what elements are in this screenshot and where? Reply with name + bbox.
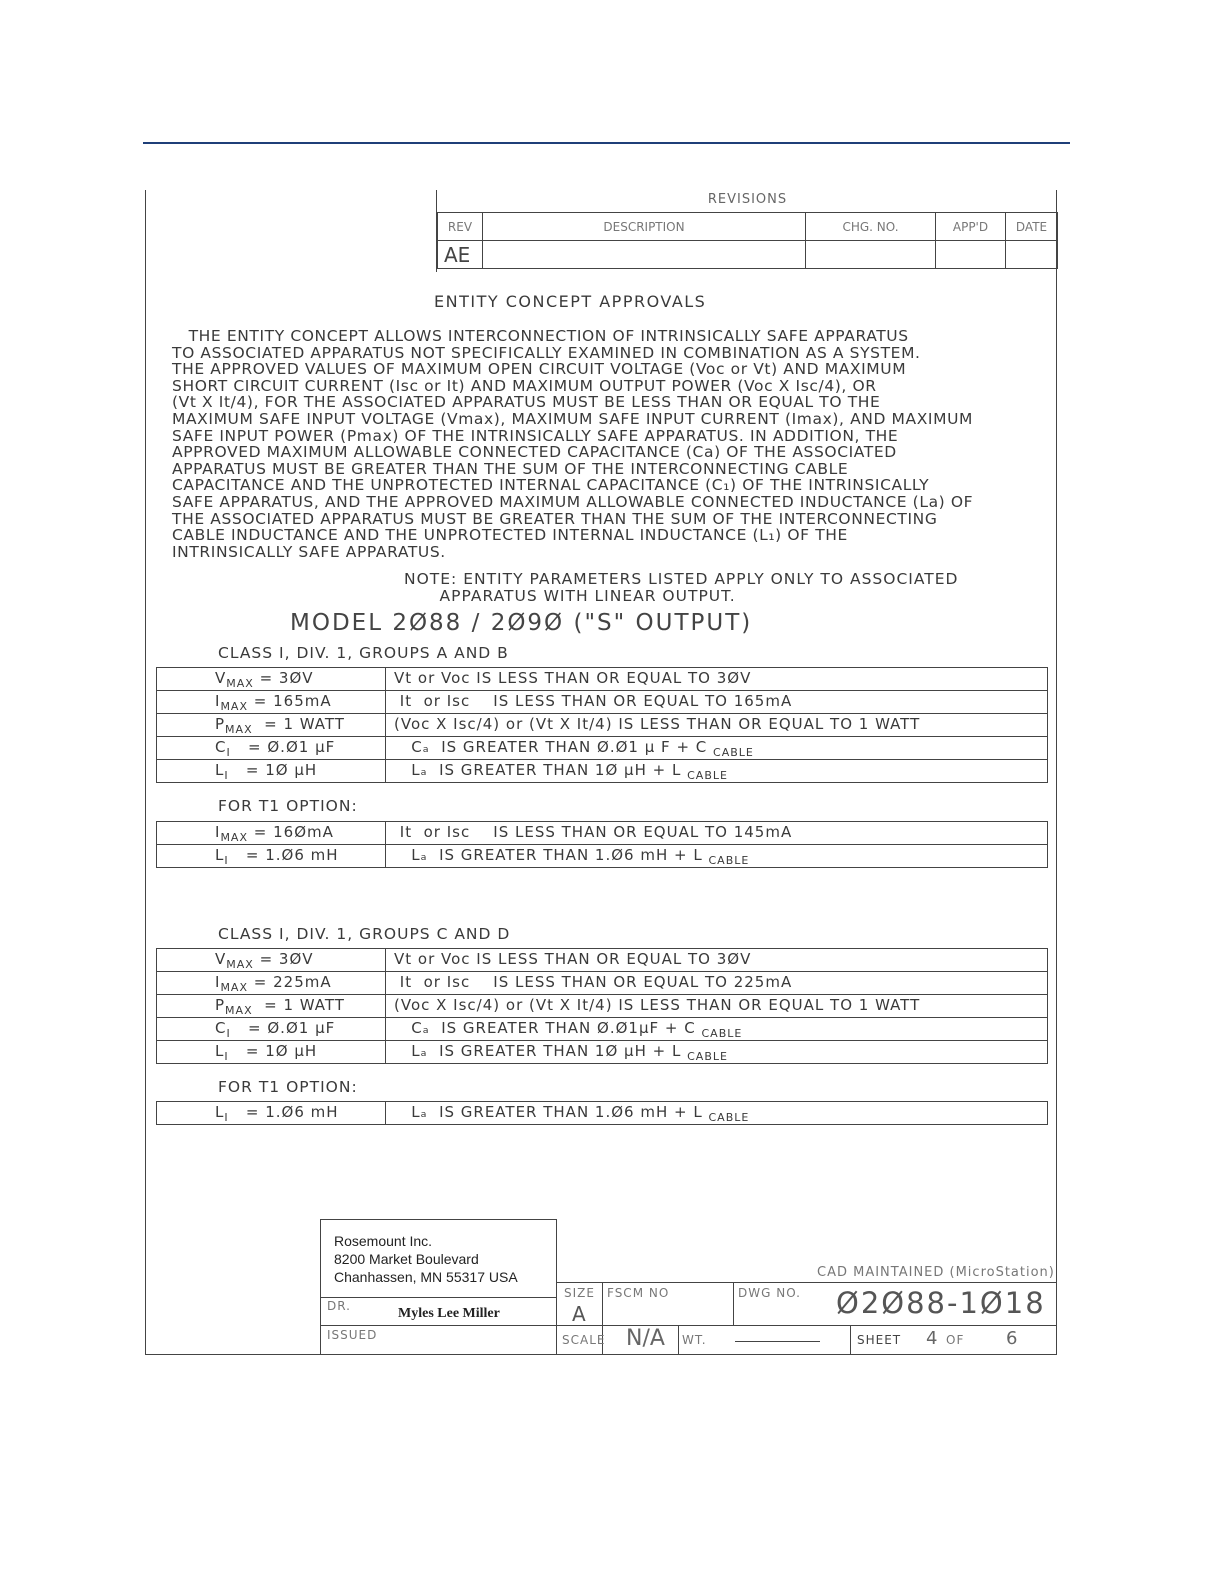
model-title: MODEL 2Ø88 / 2Ø9Ø ("S" OUTPUT) xyxy=(290,610,753,636)
paragraph-line: CAPACITANCE AND THE UNPROTECTED INTERNAL CAPACITANCE (C₁) OF THE INTRINSICALLY xyxy=(172,476,930,495)
option-title-cd: FOR T1 OPTION: xyxy=(218,1078,358,1096)
scale-value: N/A xyxy=(626,1326,665,1351)
paragraph-line: MAXIMUM SAFE INPUT VOLTAGE (Vmax), MAXIMUM SAFE INPUT CURRENT (Imax), AND MAXIMUM xyxy=(172,409,973,428)
rev-header: REV xyxy=(438,213,483,241)
param-cell: $L_I$ = 1Ø μH xyxy=(157,1041,386,1064)
chg-no-header: CHG. NO. xyxy=(806,213,936,241)
param-table-ab xyxy=(156,667,1048,783)
condition-cell: Lₐ IS GREATER THAN 1Ø μH + L $_{CABLE}$ xyxy=(386,1041,1048,1064)
dwg-label: DWG NO. xyxy=(738,1286,801,1300)
option-table-cd xyxy=(156,1101,1048,1125)
paragraph-line: APPARATUS MUST BE GREATER THAN THE SUM OF THE INTERCONNECTING CABLE xyxy=(172,459,849,478)
appd-value xyxy=(936,241,1006,269)
fscm-label: FSCM NO xyxy=(607,1286,670,1300)
size-label: SIZE xyxy=(564,1286,595,1300)
paragraph-line: (Vt X It/4), FOR THE ASSOCIATED APPARATUS MUST BE LESS THAN OR EQUAL TO THE xyxy=(172,393,881,412)
sheet-number: 4 xyxy=(926,1328,938,1349)
condition-cell: Cₐ IS GREATER THAN Ø.Ø1 μ F + C $_{CABLE}$ xyxy=(386,737,1048,760)
condition-cell: Lₐ IS GREATER THAN 1.Ø6 mH + L $_{CABLE}$ xyxy=(386,845,1048,868)
table-row xyxy=(157,737,1048,760)
param-cell: $P_{MAX} = 1$ WATT xyxy=(157,995,386,1018)
paragraph-line: SAFE APPARATUS, AND THE APPROVED MAXIMUM ALLOWABLE CONNECTED INDUCTANCE (La) OF xyxy=(172,492,974,511)
table-row xyxy=(157,1041,1048,1064)
chg-no-value xyxy=(806,241,936,269)
description-value xyxy=(483,241,806,269)
paragraph-line: APPROVED MAXIMUM ALLOWABLE CONNECTED CAPACITANCE (Ca) OF THE ASSOCIATED xyxy=(172,443,897,462)
condition-cell: Vt or Voc IS LESS THAN OR EQUAL TO 3ØV xyxy=(386,949,1048,972)
condition-cell: Vt or Voc IS LESS THAN OR EQUAL TO 3ØV xyxy=(386,668,1048,691)
table-row xyxy=(157,1018,1048,1041)
condition-cell: It or Isc IS LESS THAN OR EQUAL TO 165mA xyxy=(386,691,1048,714)
table-row xyxy=(157,949,1048,972)
param-cell: $L_I$ = 1.Ø6 mH xyxy=(157,845,386,868)
condition-cell: Cₐ IS GREATER THAN Ø.Ø1μF + C $_{CABLE}$ xyxy=(386,1018,1048,1041)
param-cell: $I_{MAX}$ = 16ØmA xyxy=(157,822,386,845)
param-cell: $I_{MAX} = 225mA$ xyxy=(157,972,386,995)
paragraph-line: INTRINSICALLY SAFE APPARATUS. xyxy=(172,542,446,561)
dr-label: DR. xyxy=(327,1299,351,1313)
rev-value: AE xyxy=(438,241,483,269)
section-heading: ENTITY CONCEPT APPROVALS xyxy=(434,292,707,311)
param-cell: $P_{MAX} = 1$ WATT xyxy=(157,714,386,737)
table-row xyxy=(157,995,1048,1018)
param-cell: $I_{MAX} = 165mA$ xyxy=(157,691,386,714)
size-value: A xyxy=(572,1302,586,1326)
table-row xyxy=(157,668,1048,691)
section-title-cd: CLASS I, DIV. 1, GROUPS C AND D xyxy=(218,925,511,943)
issued-label: ISSUED xyxy=(327,1328,378,1342)
dwg-number: Ø2Ø88-1Ø18 xyxy=(836,1286,1046,1320)
section-title-ab: CLASS I, DIV. 1, GROUPS A AND B xyxy=(218,644,509,662)
paragraph-line: THE ASSOCIATED APPARATUS MUST BE GREATER THAN THE SUM OF THE INTERCONNECTING xyxy=(172,509,938,528)
param-cell: $L_I$ = 1.Ø6 mH xyxy=(157,1102,386,1125)
date-value xyxy=(1006,241,1058,269)
cad-maintained: CAD MAINTAINED (MicroStation) xyxy=(817,1265,1055,1280)
table-row xyxy=(157,822,1048,845)
option-table-ab xyxy=(156,821,1048,868)
company-name: Rosemount Inc. xyxy=(334,1233,433,1249)
table-row xyxy=(157,1102,1048,1125)
table-row xyxy=(157,714,1048,737)
paragraph-line: CABLE INDUCTANCE AND THE UNPROTECTED INTERNAL INDUCTANCE (L₁) OF THE xyxy=(172,526,848,545)
header-rule xyxy=(143,142,1070,144)
condition-cell: It or Isc IS LESS THAN OR EQUAL TO 145mA xyxy=(386,822,1048,845)
wt-label: WT. xyxy=(682,1333,707,1347)
paragraph-line: THE ENTITY CONCEPT ALLOWS INTERCONNECTION OF INTRINSICALLY SAFE APPARATUS xyxy=(172,327,909,345)
table-row xyxy=(157,760,1048,783)
param-cell: $L_I$ = 1Ø μH xyxy=(157,760,386,783)
param-cell: $C_I$ = Ø.Ø1 μF xyxy=(157,737,386,760)
sheet-label: SHEET xyxy=(857,1333,902,1347)
param-cell: $C_I$ = Ø.Ø1 μF xyxy=(157,1018,386,1041)
company-street: 8200 Market Boulevard xyxy=(334,1251,479,1267)
condition-cell: Lₐ IS GREATER THAN 1.Ø6 mH + L $_{CABLE}$ xyxy=(386,1102,1048,1125)
appd-header: APP'D xyxy=(936,213,1006,241)
note: NOTE: ENTITY PARAMETERS LISTED APPLY ONLY TO ASSOCIATED APPARATUS WITH LINEAR OUTPUT. xyxy=(404,570,959,605)
sheet-total: 6 xyxy=(1006,1328,1018,1349)
scale-label: SCALE xyxy=(562,1333,606,1347)
paragraph-line: TO ASSOCIATED APPARATUS NOT SPECIFICALLY EXAMINED IN COMBINATION AS A SYSTEM. xyxy=(172,343,921,362)
company-city: Chanhassen, MN 55317 USA xyxy=(334,1269,518,1285)
condition-cell: Lₐ IS GREATER THAN 1Ø μH + L $_{CABLE}$ xyxy=(386,760,1048,783)
of-label: OF xyxy=(946,1333,965,1347)
drafter-signature: Myles Lee Miller xyxy=(398,1306,500,1321)
paragraph-line: THE APPROVED VALUES OF MAXIMUM OPEN CIRCUIT VOLTAGE (Voc or Vt) AND MAXIMUM xyxy=(172,360,907,379)
table-row xyxy=(157,972,1048,995)
paragraph-line: SAFE INPUT POWER (Pmax) OF THE INTRINSICALLY SAFE APPARATUS. IN ADDITION, THE xyxy=(172,426,899,445)
condition-cell: (Voc X Isc/4) or (Vt X It/4) IS LESS THAN OR EQUAL TO 1 WATT xyxy=(386,995,1048,1018)
condition-cell: It or Isc IS LESS THAN OR EQUAL TO 225mA xyxy=(386,972,1048,995)
revision-row xyxy=(438,241,1058,269)
entity-concept-paragraph xyxy=(172,328,1056,560)
revisions-header-row xyxy=(438,213,1058,241)
condition-cell: (Voc X Isc/4) or (Vt X It/4) IS LESS THAN OR EQUAL TO 1 WATT xyxy=(386,714,1048,737)
paragraph-line: SHORT CIRCUIT CURRENT (Isc or It) AND MAXIMUM OUTPUT POWER (Voc X Isc/4), OR xyxy=(172,376,877,395)
option-title-ab: FOR T1 OPTION: xyxy=(218,797,358,815)
param-cell: $V_{MAX}$ = 3ØV xyxy=(157,668,386,691)
table-row xyxy=(157,845,1048,868)
description-header: DESCRIPTION xyxy=(483,213,806,241)
date-header: DATE xyxy=(1006,213,1058,241)
revisions-block xyxy=(436,190,1057,272)
param-table-cd xyxy=(156,948,1048,1064)
revisions-title: REVISIONS xyxy=(707,192,788,207)
company-address xyxy=(334,1232,518,1286)
param-cell: $V_{MAX}$ = 3ØV xyxy=(157,949,386,972)
revisions-table xyxy=(437,212,1058,269)
table-row xyxy=(157,691,1048,714)
